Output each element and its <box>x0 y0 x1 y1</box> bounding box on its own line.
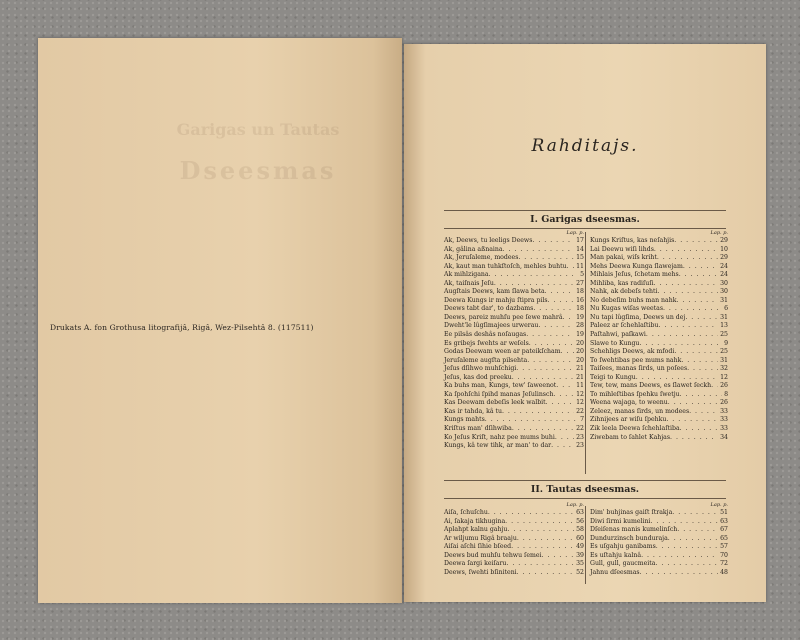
toc-entry <box>444 263 584 272</box>
toc-entry-page: 31 <box>720 296 728 304</box>
toc-entry <box>590 237 728 246</box>
toc-entry <box>444 297 584 306</box>
toc-entry-page: 32 <box>720 365 728 373</box>
toc-entry-title: Tew, tew, mans Deews, es ſlawet ſeckh <box>590 382 712 390</box>
toc-entry-title: Taiſees, manas ſirds, un poſees <box>590 365 688 373</box>
toc-entry-title: Jeſus dſihwo muhſchigi <box>444 365 517 373</box>
leader-dots <box>517 569 574 578</box>
toc-entry-page: 7 <box>580 416 584 424</box>
section-heading-2: II. Tautas dseesmas. <box>530 484 640 495</box>
toc-entry-title: Ka ſpohſchi ſpihd manas Jeſulinsch <box>444 390 554 398</box>
toc-entry-page: 27 <box>576 279 584 287</box>
leader-dots <box>489 271 579 280</box>
toc-entry <box>590 288 728 297</box>
toc-entry-page: 63 <box>576 509 584 516</box>
leader-dots <box>657 288 718 297</box>
toc-entry <box>590 254 728 263</box>
leader-dots <box>512 374 574 383</box>
toc-entry <box>590 271 728 280</box>
leader-dots <box>548 297 575 306</box>
toc-entry <box>444 382 584 391</box>
leader-dots <box>527 357 574 366</box>
toc-entry-title: Aiſai aſchi ſihie bſeed <box>444 543 512 551</box>
column-header: Lap. p. <box>566 502 584 508</box>
toc-entry-title: Zihnijees ar wiſu ſpehku <box>590 416 667 424</box>
toc-entry-title: Dundurzinsch bunduraja <box>590 534 668 542</box>
leader-dots <box>689 408 718 417</box>
toc-entry <box>590 399 728 408</box>
toc-entry-title: Es gribejs ſwehts ar weſels <box>444 339 529 347</box>
toc-entry-title: No debeſim buhs man nahk <box>590 296 677 304</box>
toc-entry <box>444 280 584 289</box>
leader-dots <box>674 348 718 357</box>
toc-entry-page: 26 <box>720 382 728 390</box>
toc-entry-title: Augſtais Deews, kam ſlawa beta <box>444 288 545 296</box>
column-header: Lap. p. <box>710 230 728 236</box>
toc-entry-title: Nu tapi lûgſima, Deews un dej <box>590 313 686 321</box>
toc-entry <box>444 340 584 349</box>
toc-entry-page: 28 <box>576 322 584 330</box>
toc-entry <box>590 357 728 366</box>
toc-entry <box>590 425 728 434</box>
leader-dots <box>551 442 574 451</box>
leader-dots <box>658 322 718 331</box>
toc-entry <box>444 552 584 561</box>
toc-entry-title: Godas Deewam ween ar pateikſcham <box>444 348 561 356</box>
toc-entry-page: 39 <box>576 551 584 559</box>
toc-entry <box>590 391 728 400</box>
toc-entry-page: 23 <box>576 442 584 450</box>
toc-entry-title: Es uſtahju kalnâ <box>590 551 642 559</box>
toc-entry-title: Dim' buhjinas gaiſt ſtrakja <box>590 509 673 516</box>
toc-entry-page: 30 <box>720 279 728 287</box>
toc-entry-page: 18 <box>576 305 584 313</box>
toc-entry-page: 5 <box>580 271 584 279</box>
toc-entry-title: Mihliba, kas radiſuſi <box>590 279 654 287</box>
leader-dots <box>685 314 718 323</box>
toc-entry <box>590 552 728 561</box>
toc-entry <box>444 254 584 263</box>
toc-entry-title: Paleez ar ſchehlaſtibu <box>590 322 659 330</box>
leader-dots <box>711 382 718 391</box>
leader-dots <box>677 526 718 535</box>
toc-entry <box>590 535 728 544</box>
toc-entry-page: 11 <box>576 262 584 270</box>
toc-entry-title: Man pakai, wiſs kriht <box>590 254 657 262</box>
toc-entry-title: Dweht'le lûgſimajees urwerau <box>444 322 539 330</box>
divider-rule <box>444 480 726 481</box>
leader-dots <box>553 391 574 400</box>
column-divider <box>585 506 586 584</box>
toc-entry-title: Jahnu dſeesmas <box>590 568 640 576</box>
leader-dots <box>512 425 574 434</box>
divider-rule <box>444 228 726 229</box>
toc-entry-page: 56 <box>576 517 584 525</box>
toc-entry-page: 20 <box>576 356 584 364</box>
leader-dots <box>505 518 574 527</box>
leader-dots <box>663 305 722 314</box>
toc-entry-title: Kungs, kâ tew tihk, ar man' to dar <box>444 442 552 450</box>
page-title: Rahditajs. <box>531 136 639 156</box>
left-page <box>38 38 402 603</box>
toc-entry-title: Kriſtus man' dſihwiba <box>444 425 512 433</box>
toc-entry-title: Aiſa, ſchuſchu <box>444 509 488 516</box>
leader-dots <box>529 340 574 349</box>
toc-entry-page: 12 <box>576 390 584 398</box>
toc-entry <box>444 569 584 578</box>
toc-entry-title: Aplahpt kalnu gahju <box>444 526 508 534</box>
toc-entry-page: 35 <box>576 560 584 568</box>
toc-column-left <box>444 502 584 577</box>
toc-entry-page: 13 <box>720 322 728 330</box>
column-divider <box>585 232 586 474</box>
toc-entry-title: To ſwehtibas pee mums nahk <box>590 356 682 364</box>
leader-dots <box>546 399 575 408</box>
leader-dots <box>542 552 575 561</box>
toc-entry-page: 18 <box>576 288 584 296</box>
column-header: Lap. p. <box>710 502 728 508</box>
toc-entry <box>444 365 584 374</box>
toc-entry-page: 67 <box>720 526 728 534</box>
leader-dots <box>511 543 574 552</box>
leader-dots <box>507 526 574 535</box>
leader-dots <box>670 434 718 443</box>
toc-entry <box>444 246 584 255</box>
leader-dots <box>680 425 718 434</box>
toc-entry-page: 22 <box>576 407 584 415</box>
toc-entry-page: 34 <box>720 433 728 441</box>
toc-entry-page: 23 <box>576 433 584 441</box>
leader-dots <box>680 391 722 400</box>
toc-entry-page: 72 <box>720 560 728 568</box>
leader-dots <box>526 331 574 340</box>
leader-dots <box>502 408 574 417</box>
toc-entry <box>590 434 728 443</box>
toc-entry <box>444 305 584 314</box>
toc-entry-page: 25 <box>720 331 728 339</box>
toc-entry <box>590 322 728 331</box>
leader-dots <box>674 237 718 246</box>
leader-dots <box>655 560 718 569</box>
toc-entry <box>590 340 728 349</box>
leader-dots <box>518 254 574 263</box>
toc-entry-page: 33 <box>720 416 728 424</box>
toc-entry-page: 19 <box>576 331 584 339</box>
leader-dots <box>668 399 718 408</box>
leader-dots <box>532 237 574 246</box>
leader-dots <box>555 434 574 443</box>
toc-entry-page: 26 <box>720 399 728 407</box>
toc-entry-page: 29 <box>720 237 728 244</box>
toc-entry-page: 29 <box>720 254 728 262</box>
leader-dots <box>556 382 574 391</box>
toc-entry-title: Lai Deewu wiſi lihds <box>590 245 654 253</box>
toc-entry-page: 9 <box>724 339 728 347</box>
leader-dots <box>485 416 578 425</box>
leader-dots <box>538 322 574 331</box>
leader-dots <box>679 271 718 280</box>
toc-entry-title: To mihleſtibas ſpehku ſwetju <box>590 390 680 398</box>
toc-entry-page: 65 <box>720 534 728 542</box>
leader-dots <box>561 348 575 357</box>
leader-dots <box>494 280 574 289</box>
toc-entry-title: Diwi ſirmi kumelini <box>590 517 651 525</box>
toc-entry-title: Deews, ſwehti bſiniteni <box>444 568 517 576</box>
toc-entry-page: 20 <box>576 339 584 347</box>
toc-entry-title: Deews bud muhſu tehwu ſemei <box>444 551 542 559</box>
divider-rule <box>444 210 726 211</box>
toc-entry <box>590 280 728 289</box>
toc-entry <box>444 526 584 535</box>
toc-entry-page: 25 <box>720 348 728 356</box>
toc-entry-title: Gull, gull, gaucmeita <box>590 560 656 568</box>
leader-dots <box>563 314 575 323</box>
toc-entry-page: 63 <box>720 517 728 525</box>
leader-dots <box>683 263 718 272</box>
toc-entry <box>444 288 584 297</box>
toc-entry-title: Zik leela Deewa ſchehlaſtiba <box>590 425 680 433</box>
divider-rule <box>444 498 726 499</box>
toc-entry-page: 12 <box>720 373 728 381</box>
toc-entry <box>590 348 728 357</box>
toc-entry <box>444 331 584 340</box>
toc-entry-title: Mehs Deewa Kunga ſlawejam <box>590 262 683 270</box>
leader-dots <box>488 509 574 518</box>
toc-entry <box>590 543 728 552</box>
toc-entry-page: 31 <box>720 356 728 364</box>
leader-dots <box>636 374 718 383</box>
toc-entry <box>444 399 584 408</box>
toc-entry <box>590 297 728 306</box>
toc-entry <box>590 246 728 255</box>
toc-entry <box>444 348 584 357</box>
toc-entry <box>444 425 584 434</box>
toc-entry-page: 17 <box>576 237 584 244</box>
toc-entry-page: 21 <box>576 373 584 381</box>
toc-entry-title: Nu Kugas wiſas weetas <box>590 305 663 313</box>
toc-entry <box>444 357 584 366</box>
toc-column-right <box>590 502 728 577</box>
toc-entry-page: 48 <box>720 568 728 576</box>
toc-entry <box>444 543 584 552</box>
right-page <box>404 44 766 602</box>
toc-entry <box>590 331 728 340</box>
toc-entry-page: 51 <box>720 509 728 516</box>
toc-entry <box>590 314 728 323</box>
toc-entry-page: 22 <box>576 425 584 433</box>
toc-entry-title: Kungs Kriſtus, kas neſahjis <box>590 237 675 244</box>
toc-entry <box>590 263 728 272</box>
toc-column-right <box>590 230 728 442</box>
toc-entry <box>590 374 728 383</box>
toc-entry-title: Deewa Kungs ir mahju ſtipra pils <box>444 296 548 304</box>
toc-entry-page: 15 <box>576 254 584 262</box>
toc-entry-page: 12 <box>576 399 584 407</box>
bleed-through-text: Dseesmas <box>179 156 337 185</box>
toc-entry-page: 10 <box>720 245 728 253</box>
leader-dots <box>656 543 718 552</box>
toc-entry <box>590 382 728 391</box>
leader-dots <box>640 569 719 578</box>
toc-entry <box>444 391 584 400</box>
leader-dots <box>666 416 718 425</box>
toc-entry-title: Ka buhs man, Kungs, tew' ſaweenot <box>444 382 557 390</box>
toc-entry-page: 21 <box>576 365 584 373</box>
printer-imprint: Drukats A. fon Grothusa litografijâ, Rigâ, Wez-Pilsehtâ 8. (117511) <box>50 323 314 332</box>
toc-entry <box>590 408 728 417</box>
toc-entry <box>590 518 728 527</box>
toc-entry-title: Ai, ſakaja tikhugina <box>444 517 506 525</box>
toc-entry <box>444 442 584 451</box>
leader-dots <box>567 263 575 272</box>
toc-entry <box>444 314 584 323</box>
toc-entry <box>590 416 728 425</box>
toc-entry-page: 30 <box>720 288 728 296</box>
toc-entry-page: 8 <box>724 390 728 398</box>
toc-entry-title: Mihlais Jeſus, ſchetam mehs <box>590 271 679 279</box>
toc-entry-title: Es uſgahju ganibams <box>590 543 656 551</box>
toc-entry-title: Schehligs Deews, ak mfodi <box>590 348 675 356</box>
leader-dots <box>654 280 719 289</box>
toc-entry-title: Ko Jeſus Kriſt, nahz pee mums buhi <box>444 433 555 441</box>
toc-entry-title: Ak, taiſnais Jeſu <box>444 279 494 287</box>
toc-entry <box>590 509 728 518</box>
leader-dots <box>646 331 718 340</box>
leader-dots <box>639 340 722 349</box>
toc-entry <box>444 237 584 246</box>
toc-entry-title: Ak, Deews, tu leeligs Deews <box>444 237 533 244</box>
toc-entry <box>444 271 584 280</box>
toc-entry <box>590 569 728 578</box>
toc-entry-page: 24 <box>720 262 728 270</box>
leader-dots <box>681 357 718 366</box>
leader-dots <box>517 535 574 544</box>
toc-entry-page: 52 <box>576 568 584 576</box>
toc-entry <box>444 416 584 425</box>
toc-entry-page: 16 <box>576 296 584 304</box>
toc-entry-title: Ak, gâlina aßnaina <box>444 245 503 253</box>
toc-entry-page: 11 <box>576 382 584 390</box>
toc-entry-page: 19 <box>576 313 584 321</box>
toc-entry-page: 33 <box>720 425 728 433</box>
leader-dots <box>654 246 718 255</box>
toc-entry-title: Ak mihlzigana <box>444 271 489 279</box>
toc-entry <box>444 560 584 569</box>
toc-entry-title: Dſeiſenas manis kumelinſch <box>590 526 678 534</box>
toc-entry-title: Teigi to Kungu <box>590 373 636 381</box>
leader-dots <box>516 365 574 374</box>
toc-entry-title: Deewa ſargi keiſaru <box>444 560 507 568</box>
toc-entry-page: 49 <box>576 543 584 551</box>
toc-entry-title: Ak, Jeruſaleme, modees <box>444 254 519 262</box>
toc-entry-title: Paſtahwi, paſkawi <box>590 331 646 339</box>
leader-dots <box>672 509 718 518</box>
toc-entry-title: Kas ir tahda, kâ tu <box>444 407 502 415</box>
toc-entry <box>590 365 728 374</box>
toc-entry-page: 24 <box>720 271 728 279</box>
toc-entry-title: Slawe to Kungu <box>590 339 640 347</box>
leader-dots <box>641 552 718 561</box>
toc-entry-page: 20 <box>576 348 584 356</box>
leader-dots <box>503 246 575 255</box>
toc-entry-page: 60 <box>576 534 584 542</box>
toc-entry-title: Deews tabt dar', to dazbams <box>444 305 534 313</box>
toc-entry-title: Ee pilsâs deshâs noſaugas <box>444 331 527 339</box>
toc-entry-page: 14 <box>576 245 584 253</box>
toc-entry <box>590 305 728 314</box>
toc-entry-page: 58 <box>576 526 584 534</box>
toc-entry <box>444 434 584 443</box>
section-heading-1: I. Garigas dseesmas. <box>530 214 640 225</box>
leader-dots <box>657 254 718 263</box>
toc-entry-title: Kungs mahts <box>444 416 485 424</box>
toc-entry-page: 31 <box>720 313 728 321</box>
toc-entry-title: Ar wiljumu Rigâ braaju <box>444 534 517 542</box>
toc-entry-page: 70 <box>720 551 728 559</box>
toc-entry <box>590 560 728 569</box>
column-header: Lap. p. <box>566 230 584 236</box>
toc-entry <box>444 535 584 544</box>
toc-entry <box>444 374 584 383</box>
leader-dots <box>506 560 574 569</box>
leader-dots <box>545 288 574 297</box>
leader-dots <box>533 305 574 314</box>
toc-entry-title: Jeruſaleme augſta pilsehta <box>444 356 528 364</box>
leader-dots <box>676 297 718 306</box>
bleed-through-text: Garigas un Tautas <box>176 120 340 139</box>
toc-entry-title: Deews, pareiz muhſu pee ſewe mahrâ <box>444 313 563 321</box>
toc-entry-title: Zeleez, manas ſirds, un modees <box>590 407 690 415</box>
toc-entry <box>444 322 584 331</box>
toc-entry-page: 57 <box>720 543 728 551</box>
leader-dots <box>668 535 718 544</box>
toc-entry <box>444 509 584 518</box>
toc-entry-title: Weena wajaga, to weenu <box>590 399 668 407</box>
toc-entry <box>444 518 584 527</box>
toc-entry-title: Ak, kaut man tuhkſtoſch, mehles buhtu <box>444 262 567 270</box>
toc-entry <box>444 408 584 417</box>
toc-entry <box>590 526 728 535</box>
toc-entry-title: Ziwebam to ſahlet Kahjas <box>590 433 671 441</box>
leader-dots <box>650 518 718 527</box>
toc-entry-page: 33 <box>720 407 728 415</box>
leader-dots <box>687 365 718 374</box>
toc-entry-title: Kas Deewam debeſis leek walbit <box>444 399 546 407</box>
toc-column-left <box>444 230 584 451</box>
toc-entry-title: Nahk, ak debeſs tehti <box>590 288 658 296</box>
toc-entry-page: 6 <box>724 305 728 313</box>
toc-entry-title: Jeſus, kas dod preeku <box>444 373 512 381</box>
